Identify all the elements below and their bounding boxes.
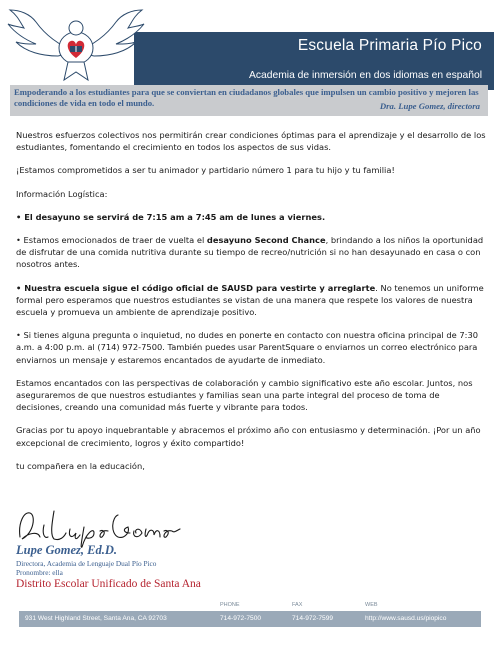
- school-name: Escuela Primaria Pío Pico: [297, 37, 482, 54]
- bullet-dress-code-bold: • Nuestra escuela sigue el código oficial de SAUSD para vestirte y arreglarte: [16, 282, 376, 293]
- bullet-contact: • Si tienes alguna pregunta o inquietud, no dudes en ponerte en contacto con nuestra oficina principal de 7:30 a.m. a 4:00 p.m. al (714) 972-7500. También puedes usar ParentSquare o enviarnos un correo electrónico para enviarnos un mensaje y estaremos encantados de ayudarte de inmediato.: [16, 330, 479, 365]
- footer-label-phone: PHONE: [220, 602, 240, 608]
- signer-name: Lupe Gomez, Ed.D.: [16, 543, 118, 557]
- bullet-second-chance-rest: , brindando a los niños la oportunidad de disfrutar de una comida nutritiva durante su tiempo de recreo/nutrición si no han desayunado en casa o con nosotros antes.: [16, 235, 484, 270]
- bullet-dress-code: [16, 282, 486, 319]
- bullet-dress-code-rest: . No tenemos un uniforme formal pero esperamos que nuestros estudiantes se vistan de una manera que respete los valores de nuestra escuela y promueva un ambiente de aprendizaje positivo.: [16, 282, 484, 318]
- bullet-second-chance-bold: desayuno Second Chance: [206, 235, 326, 246]
- mission-text: Empoderando a los estudiantes para que se conviertan en ciudadanos globales que impulsen un cambio positivo y mejoren las condiciones de vida en todo el mundo.: [14, 87, 479, 108]
- signer-pronouns: Pronombre: ella: [16, 568, 63, 577]
- footer-web-link[interactable]: http://www.sausd.us/piopico: [365, 615, 447, 622]
- footer-bar: [19, 611, 481, 627]
- paragraph-intro: Nuestros esfuerzos colectivos nos permitirán crear condiciones óptimas para el aprendizaje y el desarrollo de los estudiantes, fomentando el crecimiento en todos los aspectos de sus vidas.: [16, 130, 486, 153]
- bullet-breakfast-text: • El desayuno se servirá de 7:15 am a 7:45 am de lunes a viernes.: [16, 211, 326, 222]
- letterhead: [6, 6, 494, 86]
- footer-label-fax: FAX: [292, 602, 303, 608]
- closing-line: tu compañera en la educación,: [16, 460, 145, 471]
- bullet-second-chance: [16, 234, 486, 271]
- footer-fax: 714-972-7599: [292, 615, 334, 622]
- letter-body: [16, 129, 486, 483]
- district-name: Distrito Escolar Unificado de Santa Ana: [16, 578, 201, 590]
- logistics-heading: Información Logística:: [16, 188, 108, 199]
- paragraph-commitment: ¡Estamos comprometidos a ser tu animador y partidario número 1 para tu hijo y tu familia!: [16, 165, 395, 176]
- academy-name: Academia de inmersión en dos idiomas en español: [249, 70, 482, 81]
- footer-phone[interactable]: 714-972-7500: [220, 615, 262, 622]
- bullet-breakfast: [16, 211, 486, 223]
- paragraph-thanks: Gracias por tu apoyo inquebrantable y abracemos el próximo año con entusiasmo y determinación. ¡Por un año excepcional de crecimiento, logros y éxito compartido!: [16, 425, 481, 448]
- header-banner: [134, 32, 494, 90]
- mission-statement: [10, 85, 488, 116]
- dove-heart-logo-icon: [6, 6, 146, 86]
- mission-signature: Dra. Lupe Gomez, directora: [379, 101, 480, 111]
- footer-label-web: WEB: [365, 602, 378, 608]
- signer-title: Directora, Academia de Lenguaje Dual Pío Pico: [16, 559, 157, 568]
- footer-address: 931 West Highland Street, Santa Ana, CA 92703: [25, 615, 167, 622]
- paragraph-collaboration: Estamos encantados con las perspectivas de colaboración y cambio significativo este año escolar. Juntos, nos aseguraremos de que nuestros estudiantes y familias sean una parte integral del proceso de toma de decisiones, creando una comunidad más fuerte y vibrante para todos.: [16, 377, 473, 413]
- bullet-second-chance-lead: • Estamos emocionados de traer de vuelta el: [16, 235, 207, 246]
